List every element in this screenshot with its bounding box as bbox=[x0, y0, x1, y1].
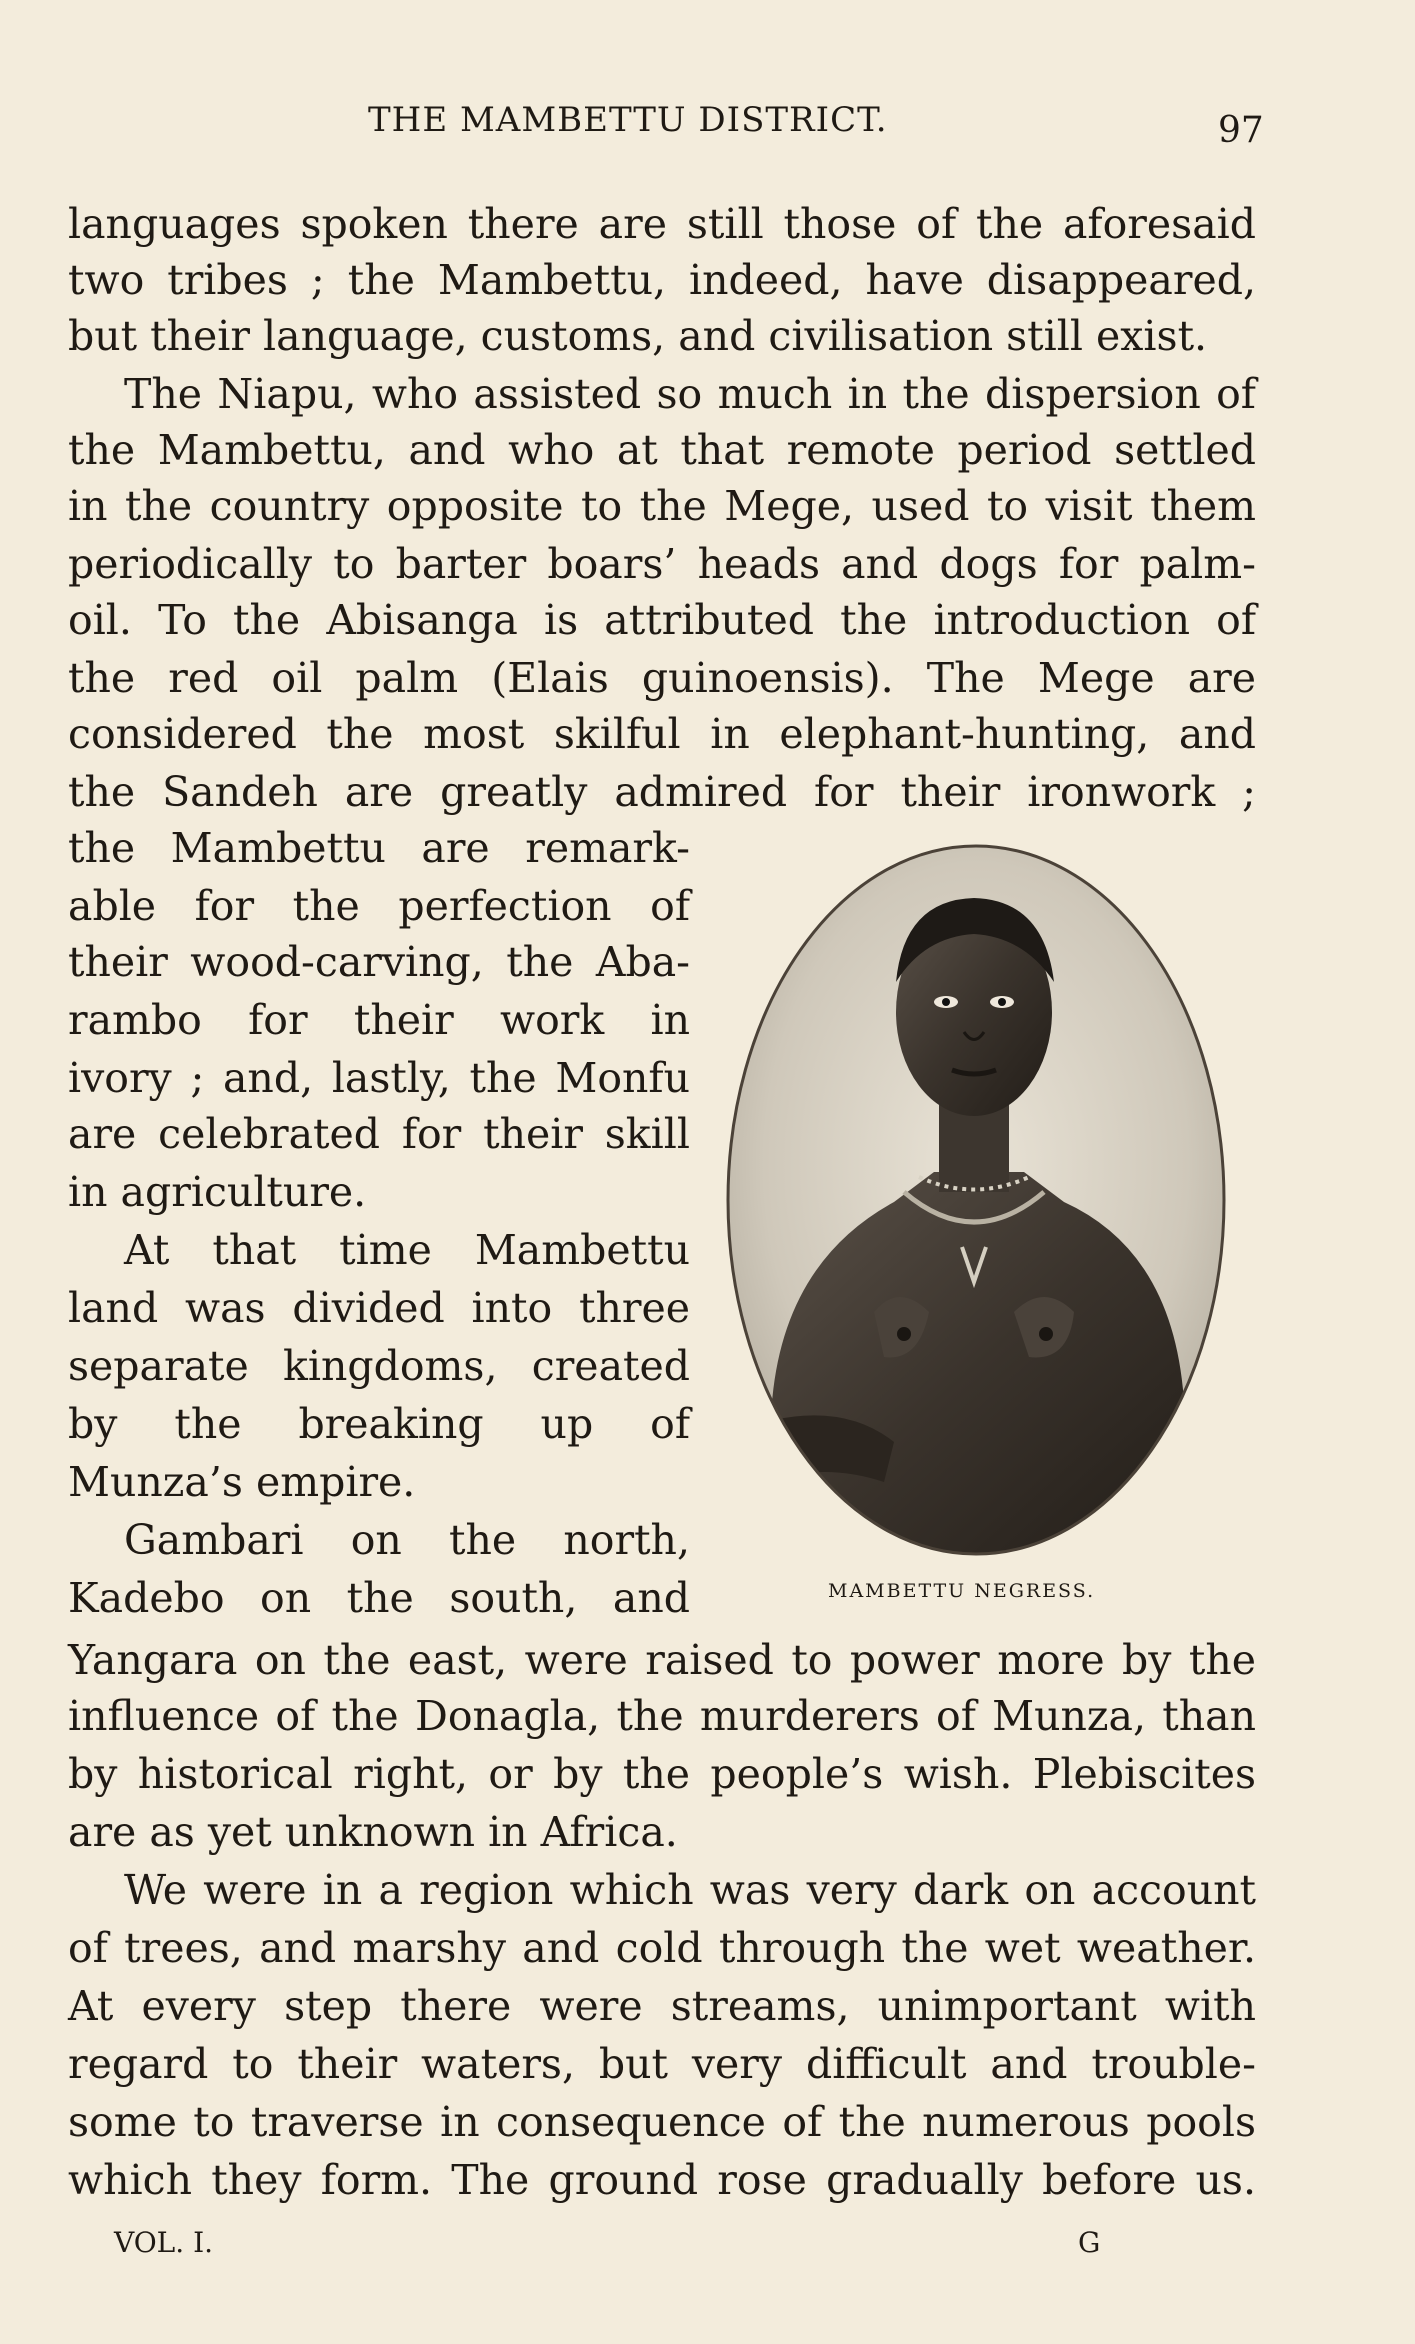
body-line: are as yet unknown in Africa. bbox=[68, 1808, 678, 1856]
body-line: the Sandeh are greatly admired for their ironwork ; bbox=[68, 768, 1256, 816]
portrait-photograph bbox=[724, 842, 1228, 1558]
body-line: of trees, and marshy and cold through the wet weather. bbox=[68, 1924, 1256, 1972]
body-line: languages spoken there are still those of the aforesaid bbox=[68, 200, 1256, 248]
body-line: oil. To the Abisanga is attributed the introduction of bbox=[68, 596, 1256, 644]
body-line: the Mambettu, and who at that remote period settled bbox=[68, 426, 1256, 474]
signature-mark: G bbox=[1078, 2226, 1101, 2259]
body-line: two tribes ; the Mambettu, indeed, have disappeared, bbox=[68, 256, 1256, 304]
body-line: Yangara on the east, were raised to power more by the bbox=[68, 1636, 1256, 1684]
body-line: by the breaking up of bbox=[68, 1400, 690, 1448]
body-line: rambo for their work in bbox=[68, 996, 690, 1044]
body-line: influence of the Donagla, the murderers of Munza, than bbox=[68, 1692, 1256, 1740]
body-line: We were in a region which was very dark on account bbox=[124, 1866, 1256, 1914]
body-line: Kadebo on the south, and bbox=[68, 1574, 690, 1622]
volume-marker: VOL. I. bbox=[114, 2226, 214, 2259]
body-line: periodically to barter boars’ heads and dogs for palm- bbox=[68, 540, 1256, 588]
body-line: separate kingdoms, created bbox=[68, 1342, 690, 1390]
body-line: considered the most skilful in elephant-hunting, and bbox=[68, 710, 1256, 758]
body-line: able for the perfection of bbox=[68, 882, 690, 930]
page-number: 97 bbox=[1218, 110, 1264, 151]
figure-caption: MAMBETTU NEGRESS. bbox=[828, 1580, 1096, 1602]
body-line: land was divided into three bbox=[68, 1284, 690, 1332]
body-line: by historical right, or by the people’s wish. Plebiscites bbox=[68, 1750, 1256, 1798]
body-line: some to traverse in consequence of the numerous pools bbox=[68, 2098, 1256, 2146]
body-line: At that time Mambettu bbox=[124, 1226, 690, 1274]
body-line: in agriculture. bbox=[68, 1168, 367, 1216]
body-line: Gambari on the north, bbox=[124, 1516, 690, 1564]
body-line: but their language, customs, and civilisation still exist. bbox=[68, 312, 1208, 360]
body-line: ivory ; and, lastly, the Monfu bbox=[68, 1054, 690, 1102]
body-line: are celebrated for their skill bbox=[68, 1110, 690, 1158]
running-head: THE MAMBETTU DISTRICT. bbox=[368, 100, 888, 140]
body-line: the Mambettu are remark- bbox=[68, 824, 690, 872]
body-line: The Niapu, who assisted so much in the dispersion of bbox=[124, 370, 1256, 418]
body-line: their wood-carving, the Aba- bbox=[68, 938, 690, 986]
body-line: the red oil palm (Elais guinoensis). The Mege are bbox=[68, 654, 1256, 702]
body-line: which they form. The ground rose gradually before us. bbox=[68, 2156, 1256, 2204]
body-line: regard to their waters, but very difficult and trouble- bbox=[68, 2040, 1256, 2088]
body-line: At every step there were streams, unimportant with bbox=[68, 1982, 1256, 2030]
body-line: in the country opposite to the Mege, used to visit them bbox=[68, 482, 1256, 530]
body-line: Munza’s empire. bbox=[68, 1458, 416, 1506]
